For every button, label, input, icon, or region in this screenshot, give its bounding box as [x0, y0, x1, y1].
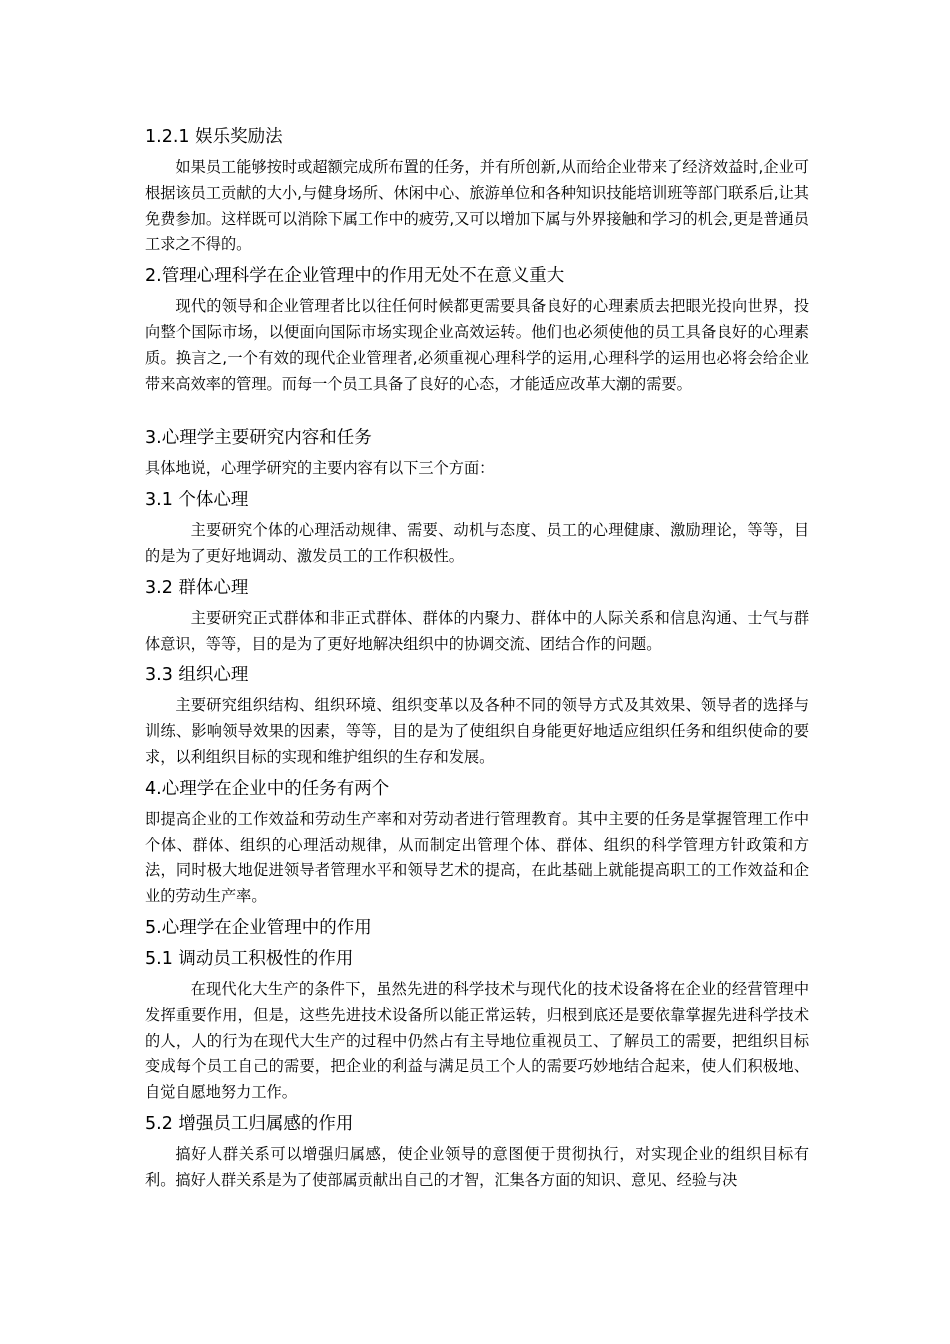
section-heading-3: 3.心理学主要研究内容和任务 — [145, 428, 372, 449]
section-heading-5: 5.心理学在企业管理中的作用 — [145, 917, 372, 938]
paragraph-individual-psychology: 主要研究个体的心理活动规律、需要、动机与态度、员工的心理健康、激励理论，等等，目的是为了更好地调动、激发员工的工作积极性。 — [145, 521, 809, 565]
paragraph-sense-of-belonging: 搞好人群关系可以增强归属感，使企业领导的意图便于贯彻执行，对实现企业的组织目标有利。搞好人群关系是为了使部属贡献出自己的才智，汇集各方面的知识、意见、经验与决 — [145, 1144, 809, 1189]
paragraph-group-psychology: 主要研究正式群体和非正式群体、群体的内聚力、群体中的人际关系和信息沟通、士气与群体意识，等等，目的是为了更好地解决组织中的协调交流、团结合作的问题。 — [145, 608, 809, 653]
paragraph-motivate-employees: 在现代化大生产的条件下，虽然先进的科学技术与现代化的技术设备将在企业的经营管理中发挥重要作用，但是，这些先进技术设备所以能正常运转，归根到底还是要依靠掌握先进科学技术的人，人的行为在现代大生产的过程中仍然占有主导地位重视员工、了解员工的需要，把组织目标变成每个员工自己的需要，把企业的利益与满足员工个人的需要巧妙地结合起来，使人们积极地、自觉自愿地努力工作。 — [145, 979, 809, 1102]
paragraph-entertainment-reward: 如果员工能够按时或超额完成所布置的任务，并有所创新,从而给企业带来了经济效益时,企业可根据该员工贡献的大小,与健身场所、休闲中心、旅游单位和各种知识技能培训班等部门联系后,让其免费参加。这样既可以消除下属工作中的疲劳,又可以增加下属与外界接触和学习的机会,更是普通员工求之不得的。 — [145, 158, 809, 254]
section-heading-2: 2.管理心理科学在企业管理中的作用无处不在意义重大 — [145, 266, 565, 287]
paragraph-psychology-tasks: 即提高企业的工作效益和劳动生产率和对劳动者进行管理教育。其中主要的任务是掌握管理工作中个体、群体、组织的心理活动规律，从而制定出管理个体、群体、组织的科学管理方针政策和方法，同时极大地促进领导者管理水平和领导艺术的提高，在此基础上就能提高职工的工作效益和企业的劳动生产率。 — [145, 809, 809, 906]
section-heading-3-1: 3.1 个体心理 — [145, 490, 249, 511]
section-heading-5-2: 5.2 增强员工归属感的作用 — [145, 1113, 354, 1134]
section-heading-5-1: 5.1 调动员工积极性的作用 — [145, 948, 354, 969]
paragraph-research-content-intro: 具体地说，心理学研究的主要内容有以下三个方面： — [145, 459, 495, 478]
section-heading-1-2-1: 1.2.1 娱乐奖励法 — [145, 127, 283, 147]
document-page — [145, 124, 809, 1199]
section-heading-3-3: 3.3 组织心理 — [145, 665, 249, 686]
paragraph-management-psychology: 现代的领导和企业管理者比以往任何时候都更需要具备良好的心理素质去把眼光投向世界，投向整个国际市场，以便面向国际市场实现企业高效运转。他们也必须使他的员工具备良好的心理素质。换言之,一个有效的现代企业管理者,必须重视心理科学的运用,心理科学的运用也必将会给企业带来高效率的管理。而每一个员工具备了良好的心态，才能适应改革大潮的需要。 — [145, 297, 809, 393]
section-heading-4: 4.心理学在企业中的任务有两个 — [145, 778, 390, 799]
paragraph-organizational-psychology: 主要研究组织结构、组织环境、组织变革以及各种不同的领导方式及其效果、领导者的选择与训练、影响领导效果的因素，等等，目的是为了使组织自身能更好地适应组织任务和组织使命的要求，以利组织目标的实现和维护组织的生存和发展。 — [145, 696, 809, 766]
section-heading-3-2: 3.2 群体心理 — [145, 577, 249, 598]
